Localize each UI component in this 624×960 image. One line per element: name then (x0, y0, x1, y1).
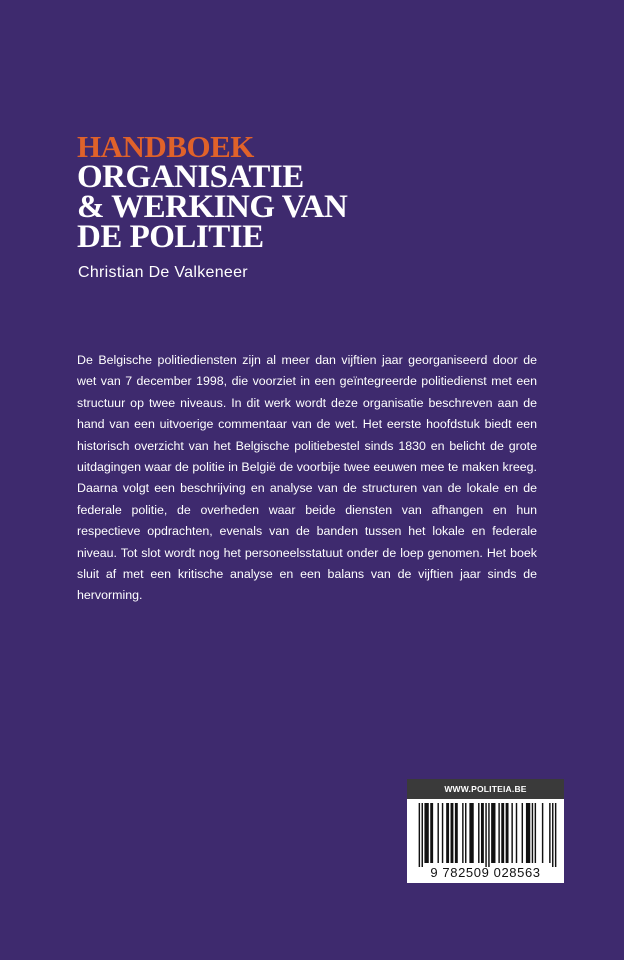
title-line-1: ORGANISATIE (77, 159, 304, 195)
barcode-bar (506, 803, 509, 863)
title-accent: HANDBOEK (77, 129, 254, 164)
title-line-3: DE POLITIE (77, 219, 264, 255)
barcode-bar (501, 803, 504, 863)
barcode-bar (424, 803, 428, 863)
isbn-barcode (407, 799, 564, 867)
barcode-bar (465, 803, 466, 863)
barcode-bar (485, 803, 486, 867)
barcode-bar (462, 803, 463, 863)
barcode-bar (442, 803, 443, 863)
barcode-bar (516, 803, 517, 863)
barcode-bar (491, 803, 495, 863)
barcode-label (407, 779, 564, 883)
barcode-bar (542, 803, 543, 863)
barcode-bar (522, 803, 523, 863)
barcode-bar (511, 803, 512, 863)
barcode-bar (488, 803, 489, 867)
barcode-bar (437, 803, 438, 863)
barcode-bar (532, 803, 533, 863)
barcode-bar (469, 803, 473, 863)
barcode-bar (549, 803, 550, 863)
barcode-bar (455, 803, 458, 863)
barcode-bar (430, 803, 433, 863)
barcode-bar (422, 803, 423, 867)
barcode-bar (526, 803, 530, 863)
barcode-bar (478, 803, 479, 863)
barcode-bar (552, 803, 553, 867)
blurb-text: De Belgische politiediensten zijn al meer dan vijftien jaar georganiseerd door de wet van 7 december 1998, die voorziet in een geïntegreerde politiedienst met een structuur op twee niveaus. In dit werk wordt deze organisatie beschreven aan de hand van een uitvoerige commentaar van de wet. Het eerste hoofdstuk biedt een historisch overzicht van het Belgische politiebestel sinds 1830 en belicht de grote uitdagingen waar de politie in België de voorbije twee eeuwen mee te maken kreeg. Daarna volgt een beschrijving en analyse van de structuren van de lokale en de federale politie, de overheden waar beide diensten van afhangen en hun respectieve opdrachten, evenals van de banden tussen het lokale en federale niveau. Tot slot wordt nog het personeelsstatuut onder de loep genomen. Het boek sluit af met een kritische analyse en een balans van de vijftien jaar sinds de hervorming. (77, 353, 537, 603)
barcode-bar (555, 803, 556, 867)
barcode-bar (451, 803, 454, 863)
title-line-2: & WERKING VAN (77, 189, 348, 225)
barcode-bar (419, 803, 420, 867)
isbn-digits: 9 782509 028563 (430, 865, 541, 880)
barcode-bar (535, 803, 536, 863)
website-url: WWW.POLITEIA.BE (407, 779, 564, 799)
barcode-bar (481, 803, 484, 863)
barcode-bar (498, 803, 499, 863)
book-title (77, 129, 497, 255)
author-name: Christian De Valkeneer (78, 264, 248, 281)
barcode-bar (446, 803, 449, 863)
